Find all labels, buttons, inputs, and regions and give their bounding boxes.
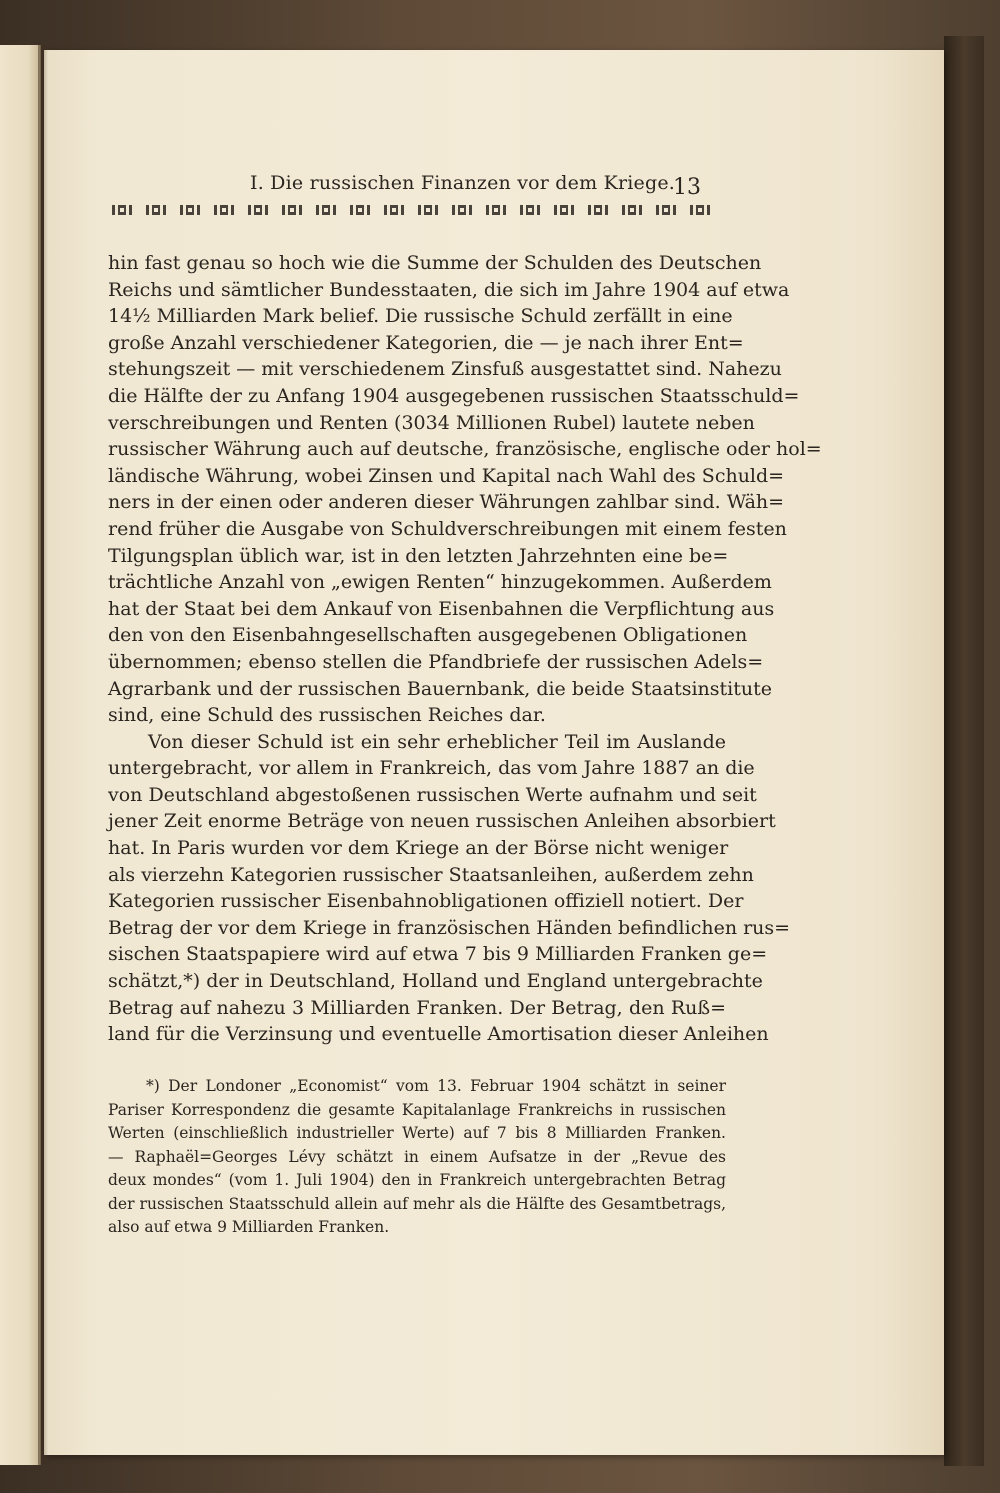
footnote: [108, 1075, 726, 1240]
text-line: die Hälfte der zu Anfang 1904 ausgegebenen russischen Staatsschuld=: [108, 384, 800, 407]
spine-shadow: [38, 45, 48, 1465]
text-line: übernommen; ebenso stellen die Pfandbriefe der russischen Adels=: [108, 650, 764, 673]
left-page-edge: [0, 45, 41, 1465]
footnote-line: der russischen Staatsschuld allein auf mehr als die Hälfte des Gesamtbetrags,: [108, 1194, 726, 1213]
text-line: ners in der einen oder anderen dieser Währungen zahlbar sind. Wäh=: [108, 491, 785, 514]
text-line: Reichs und sämtlicher Bundesstaaten, die sich im Jahre 1904 auf etwa: [108, 278, 790, 301]
footnote-line: also auf etwa 9 Milliarden Franken.: [108, 1218, 390, 1236]
text-line: untergebracht, vor allem in Frankreich, das vom Jahre 1887 an die: [108, 757, 755, 780]
footnote-line: Werten (einschließlich industrieller Werte) auf 7 bis 8 Milliarden Franken.: [108, 1124, 726, 1142]
book-cover-edge: [944, 36, 984, 1466]
text-line: land für die Verzinsung und eventuelle Amortisation dieser Anleihen: [108, 1023, 769, 1046]
text-line: ländische Währung, wobei Zinsen und Kapital nach Wahl des Schuld=: [108, 464, 785, 487]
footnote-line: *) Der Londoner „Economist“ vom 13. Februar 1904 schätzt in seiner: [146, 1077, 726, 1095]
text-line: trächtliche Anzahl von „ewigen Renten“ hinzugekommen. Außerdem: [108, 571, 772, 594]
footnote-line: — Raphaël=Georges Lévy schätzt in einem Aufsatze in der „Revue des: [108, 1147, 726, 1166]
text-line: Tilgungsplan üblich war, ist in den letzten Jahrzehnten eine be=: [108, 544, 729, 567]
text-line: hat. In Paris wurden vor dem Kriege an der Börse nicht weniger: [108, 837, 729, 860]
paragraph-1: [108, 250, 822, 729]
text-line: sischen Staatspapiere wird auf etwa 7 bis 9 Milliarden Franken ge=: [108, 943, 768, 966]
text-line: 14½ Milliarden Mark belief. Die russische Schuld zerfällt in eine: [108, 305, 733, 328]
text-line: Agrarbank und der russischen Bauernbank, die beide Staatsinstitute: [108, 677, 772, 700]
text-line: von Deutschland abgestoßenen russischen Werte aufnahm und seit: [108, 783, 757, 806]
text-line: hat der Staat bei dem Ankauf von Eisenbahnen die Verpflichtung aus: [108, 597, 775, 620]
text-line: Betrag der vor dem Kriege in französischen Händen befindlichen rus=: [108, 916, 791, 939]
body-text: [108, 250, 822, 1048]
footnote-line: Pariser Korrespondenz die gesamte Kapitalanlage Frankreichs in russischen: [108, 1100, 726, 1119]
text-line: sind, eine Schuld des russischen Reiches dar.: [108, 704, 546, 727]
text-line: verschreibungen und Renten (3034 Millionen Rubel) lautete neben: [108, 411, 755, 434]
header-ornament-pattern: [112, 208, 722, 212]
text-line: Kategorien russischer Eisenbahnobligationen offiziell notiert. Der: [108, 890, 744, 913]
text-line: als vierzehn Kategorien russischer Staatsanleihen, außerdem zehn: [108, 863, 754, 886]
text-line: russischer Währung auch auf deutsche, französische, englische oder hol=: [108, 438, 822, 461]
text-line: hin fast genau so hoch wie die Summe der Schulden des Deutschen: [108, 252, 762, 274]
text-line: jener Zeit enorme Beträge von neuen russischen Anleihen absorbiert: [108, 810, 776, 833]
text-line: Betrag auf nahezu 3 Milliarden Franken. Der Betrag, den Ruß=: [108, 996, 726, 1019]
paragraph-2: [108, 729, 791, 1048]
footnote-line: deux mondes“ (vom 1. Juli 1904) den in Frankreich untergebrachten Betrag: [108, 1171, 726, 1189]
page-number: 13: [673, 175, 701, 200]
text-line: stehungszeit — mit verschiedenem Zinsfuß ausgestattet sind. Nahezu: [108, 358, 782, 381]
text-line: rend früher die Ausgabe von Schuldverschreibungen mit einem festen: [108, 517, 787, 540]
text-line: Von dieser Schuld ist ein sehr erheblicher Teil im Auslande: [148, 730, 726, 753]
running-header-title: I. Die russischen Finanzen vor dem Kriege.: [250, 172, 676, 194]
text-line: große Anzahl verschiedener Kategorien, die — je nach ihrer Ent=: [108, 331, 744, 354]
text-line: den von den Eisenbahngesellschaften ausgegebenen Obligationen: [108, 624, 748, 647]
text-line: schätzt,*) der in Deutschland, Holland und England untergebrachte: [108, 970, 763, 993]
